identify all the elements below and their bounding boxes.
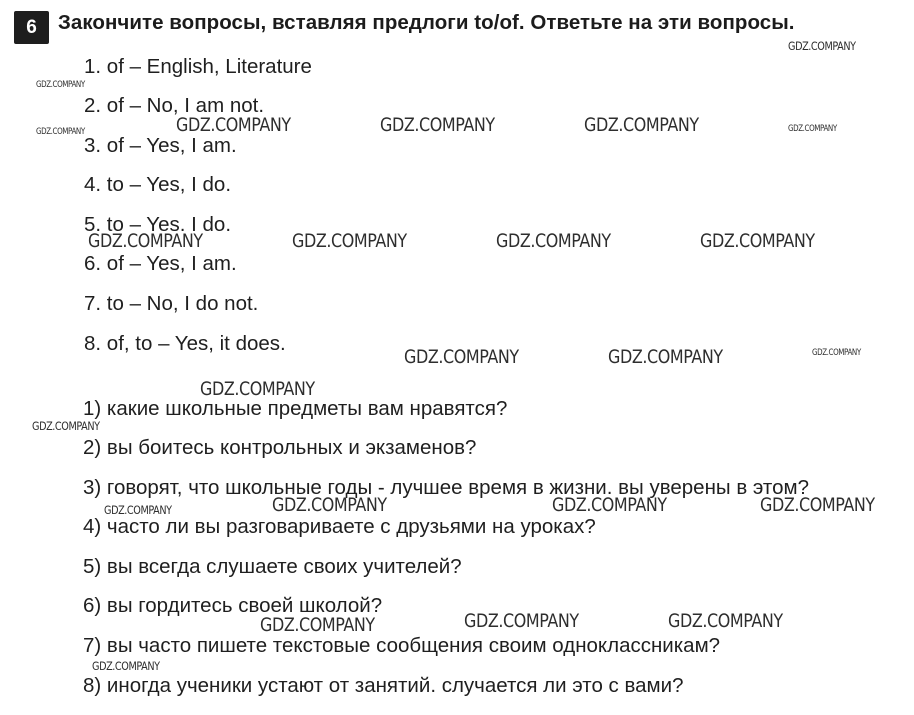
- translation-4: 4) часто ли вы разговариваете с друзьями на уроках?: [83, 515, 596, 538]
- answer-6: 6. of – Yes, I am.: [84, 252, 237, 275]
- answer-4: 4. to – Yes, I do.: [84, 173, 232, 196]
- watermark: GDZ.COMPANY: [464, 610, 579, 632]
- watermark: GDZ.COMPANY: [608, 346, 723, 368]
- watermark: GDZ.COMPANY: [404, 346, 519, 368]
- watermark: GDZ.COMPANY: [104, 503, 172, 517]
- answer-5: 5. to – Yes. I do.: [84, 213, 232, 236]
- watermark: GDZ.COMPANY: [88, 230, 203, 252]
- watermark: GDZ.COMPANY: [496, 230, 611, 252]
- watermark: GDZ.COMPANY: [552, 494, 667, 516]
- watermark: GDZ.COMPANY: [292, 230, 407, 252]
- watermark: GDZ.COMPANY: [760, 494, 875, 516]
- watermark: GDZ.COMPANY: [812, 348, 861, 358]
- watermark: GDZ.COMPANY: [700, 230, 815, 252]
- exercise-instruction: Закончите вопросы, вставляя предлоги to/of. Ответьте на эти вопросы.: [58, 11, 795, 34]
- watermark: GDZ.COMPANY: [584, 114, 699, 136]
- answer-8: 8. of, to – Yes, it does.: [84, 332, 286, 355]
- watermark: GDZ.COMPANY: [380, 114, 495, 136]
- watermark: GDZ.COMPANY: [32, 419, 100, 433]
- watermark: GDZ.COMPANY: [788, 39, 856, 53]
- watermark: GDZ.COMPANY: [36, 127, 85, 137]
- watermark: GDZ.COMPANY: [176, 114, 291, 136]
- translation-3: 3) говорят, что школьные годы - лучшее время в жизни. вы уверены в этом?: [83, 476, 809, 499]
- exercise-number-badge: 6: [14, 11, 49, 44]
- answer-2: 2. of – No, I am not.: [84, 94, 265, 117]
- watermark: GDZ.COMPANY: [788, 124, 837, 134]
- answer-7: 7. to – No, I do not.: [84, 292, 259, 315]
- watermark: GDZ.COMPANY: [200, 378, 315, 400]
- answer-3: 3. of – Yes, I am.: [84, 134, 237, 157]
- watermark: GDZ.COMPANY: [36, 80, 85, 90]
- watermark: GDZ.COMPANY: [272, 494, 387, 516]
- watermark: GDZ.COMPANY: [92, 659, 160, 673]
- answer-1: 1. of – English, Literature: [84, 55, 312, 78]
- translation-8: 8) иногда ученики устают от занятий. случается ли это с вами?: [83, 674, 684, 697]
- watermark: GDZ.COMPANY: [260, 614, 375, 636]
- translation-1: 1) какие школьные предметы вам нравятся?: [83, 397, 508, 420]
- translation-5: 5) вы всегда слушаете своих учителей?: [83, 555, 462, 578]
- translation-6: 6) вы гордитесь своей школой?: [83, 594, 383, 617]
- translation-7: 7) вы часто пишете текстовые сообщения своим одноклассникам?: [83, 634, 721, 657]
- watermark: GDZ.COMPANY: [668, 610, 783, 632]
- translation-2: 2) вы боитесь контрольных и экзаменов?: [83, 436, 477, 459]
